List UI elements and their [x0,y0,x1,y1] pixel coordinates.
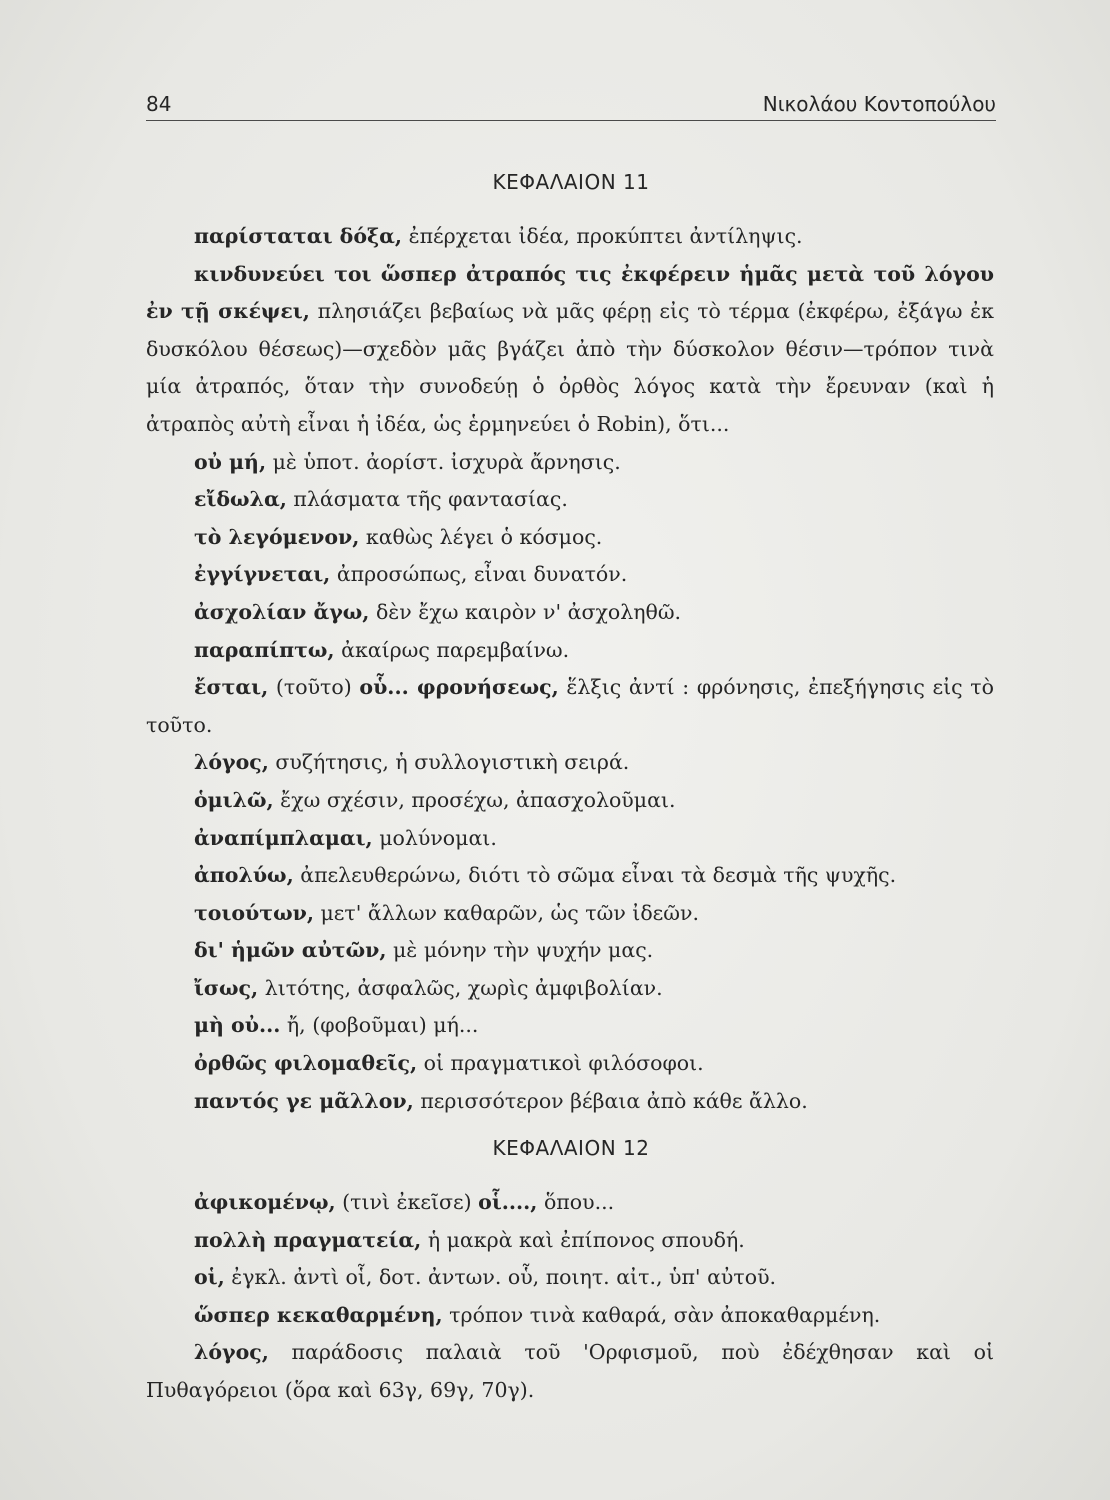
gloss-entry [146,481,994,519]
running-head: Νικολάου Κοντοπούλου [762,92,996,116]
entry-gloss: λιτότης, ἀσφαλῶς, χωρὶς ἀμφιβολίαν. [258,975,663,1000]
gloss-entry [146,594,994,632]
entry-term: λόγος, [194,1340,269,1365]
entry-gloss: μὲ μόνην τὴν ψυχήν μας. [386,938,654,963]
gloss-entry [146,1334,994,1409]
entry-gloss: (τοῦτο) [268,675,360,700]
gloss-entry [146,857,994,895]
entry-gloss-2: ἕλξις ἀντί : φρόνησις, ἐπεξήγησις εἰς τὸ τοῦτο. [146,675,994,737]
gloss-entry [146,820,994,858]
page-number: 84 [146,92,172,116]
entry-term: τοιούτων, [194,900,314,925]
entry-gloss: παράδοσις παλαιὰ τοῦ 'Ορφισμοῦ, ποὺ ἐδέχθησαν καὶ οἱ Πυθαγόρειοι (ὅρα καὶ 63γ, 69γ, 70γ). [146,1340,994,1402]
entry-gloss: πλάσματα τῆς φαντασίας. [286,487,568,512]
entry-gloss: (τινὶ ἐκεῖσε) [335,1190,479,1214]
gloss-entry [146,970,994,1008]
entry-gloss: ἐπέρχεται ἰδέα, προκύπτει ἀντίληψις. [402,224,803,248]
entry-term: ὁμιλῶ, [194,787,274,812]
entry-term: παρίσταται δόξα, [194,224,403,248]
entry-gloss: πλησιάζει βεβαίως νὰ μᾶς φέρῃ εἰς τὸ τέρμα (ἐκφέρω, ἐξάγω ἐκ δυσκόλου θέσεως)—σχεδὸν μᾶς βγάζει ἀπὸ τὴν δύσκολον θέσιν—τρόπον τινὰ μία ἀτραπός, ὅταν τὴν συνοδεύῃ ὁ ὀρθὸς λόγος κατὰ τὴν ἔρευναν (καὶ ἡ ἀτραπὸς αὐτὴ εἶναι ἡ ἰδέα, ὡς ἑρμηνεύει ὁ Robin), ὅτι... [146,299,994,436]
entry-term-2: οὗ... φρονήσεως, [359,675,559,700]
gloss-entry [146,218,994,256]
entry-gloss: ἐγκλ. ἀντὶ οἷ, δοτ. ἀντων. οὗ, ποιητ. αἰτ., ὑπ' αὐτοῦ. [224,1265,777,1290]
entry-gloss: περισσότερον βέβαια ἀπὸ κάθε ἄλλο. [413,1088,808,1113]
entry-gloss: μολύνομαι. [372,825,497,850]
entry-term: ὥσπερ κεκαθαρμένη, [194,1302,443,1327]
entry-term: ἐγγίγνεται, [194,562,331,587]
gloss-entry [146,1045,994,1083]
page-header [146,92,996,126]
entry-gloss: τρόπον τινὰ καθαρά, σὰν ἀποκαθαρμένη. [442,1302,881,1327]
chapter-title-12: ΚΕΦΑΛΑΙΟΝ 12 [492,1136,650,1160]
chapter-title-11: ΚΕΦΑΛΑΙΟΝ 11 [492,170,650,194]
entry-term: ἀναπίμπλαμαι, [194,825,373,850]
gloss-entry [146,1259,994,1297]
entry-term: τὸ λεγόμενον, [194,524,360,549]
entry-term: ὀρθῶς φιλομαθεῖς, [194,1051,418,1076]
gloss-entry [146,1007,994,1045]
gloss-entry [146,519,994,557]
entry-term: ἀσχολίαν ἄγω, [194,599,370,624]
chapter-11-entries [146,218,994,1120]
gloss-entry [146,444,994,482]
gloss-entry [146,632,994,670]
entry-gloss: καθὼς λέγει ὁ κόσμος. [359,524,603,549]
entry-term: κινδυνεύει τοι ὥσπερ ἀτραπός τις ἐκφέρειν ἡμᾶς μετὰ τοῦ λόγου ἐν τῇ σκέψει, [146,261,994,324]
gloss-entry [146,556,994,594]
gloss-entry [146,1297,994,1335]
entry-gloss: ἤ, (φοβοῦμαι) μή... [280,1013,479,1038]
entry-term: δι' ἡμῶν αὐτῶν, [194,938,387,963]
chapter-12-entries [146,1184,994,1410]
entry-gloss: δὲν ἔχω καιρὸν ν' ἀσχοληθῶ. [369,599,682,624]
entry-term: ἀπολύω, [194,863,294,888]
entry-term: ἔσται, [194,675,269,700]
entry-gloss: οἱ πραγματικοὶ φιλόσοφοι. [417,1051,704,1076]
gloss-entry [146,895,994,933]
gloss-entry [146,1222,994,1260]
gloss-entry [146,744,994,782]
entry-term: πολλὴ πραγματεία, [194,1227,422,1252]
entry-gloss: συζήτησις, ἡ συλλογιστικὴ σειρά. [268,750,630,775]
entry-term: ἀφικομένῳ, [194,1190,336,1214]
header-rule [146,120,996,121]
entry-gloss: ἀπροσώπως, εἶναι δυνατόν. [330,562,628,587]
entry-gloss: μὲ ὑποτ. ἀορίστ. ἰσχυρὰ ἄρνησις. [266,449,621,474]
entry-term: εἴδωλα, [194,487,287,512]
entry-term: οὐ μή, [194,449,267,474]
gloss-entry [146,782,994,820]
entry-term: παραπίπτω, [194,637,335,662]
entry-term: λόγος, [194,750,269,775]
entry-term: μὴ οὐ... [194,1013,281,1038]
entry-term: ἴσως, [194,975,259,1000]
entry-gloss: ἀκαίρως παρεμβαίνω. [334,637,570,662]
gloss-entry [146,932,994,970]
entry-gloss: ἀπελευθερώνω, διότι τὸ σῶμα εἶναι τὰ δεσμὰ τῆς ψυχῆς. [293,863,897,888]
entry-term: οἱ, [194,1265,225,1290]
gloss-entry [146,256,994,444]
entry-gloss: ἡ μακρὰ καὶ ἐπίπονος σπουδή. [421,1227,745,1252]
entry-term-2: οἷ...., [478,1190,538,1214]
gloss-entry [146,1083,994,1121]
entry-term: παντός γε μᾶλλον, [194,1088,414,1113]
entry-gloss: μετ' ἄλλων καθαρῶν, ὡς τῶν ἰδεῶν. [313,900,699,925]
gloss-entry [146,1184,994,1222]
entry-gloss: ἔχω σχέσιν, προσέχω, ἀπασχολοῦμαι. [273,787,676,812]
entry-gloss-2: ὅπου... [537,1190,615,1214]
gloss-entry [146,669,994,744]
